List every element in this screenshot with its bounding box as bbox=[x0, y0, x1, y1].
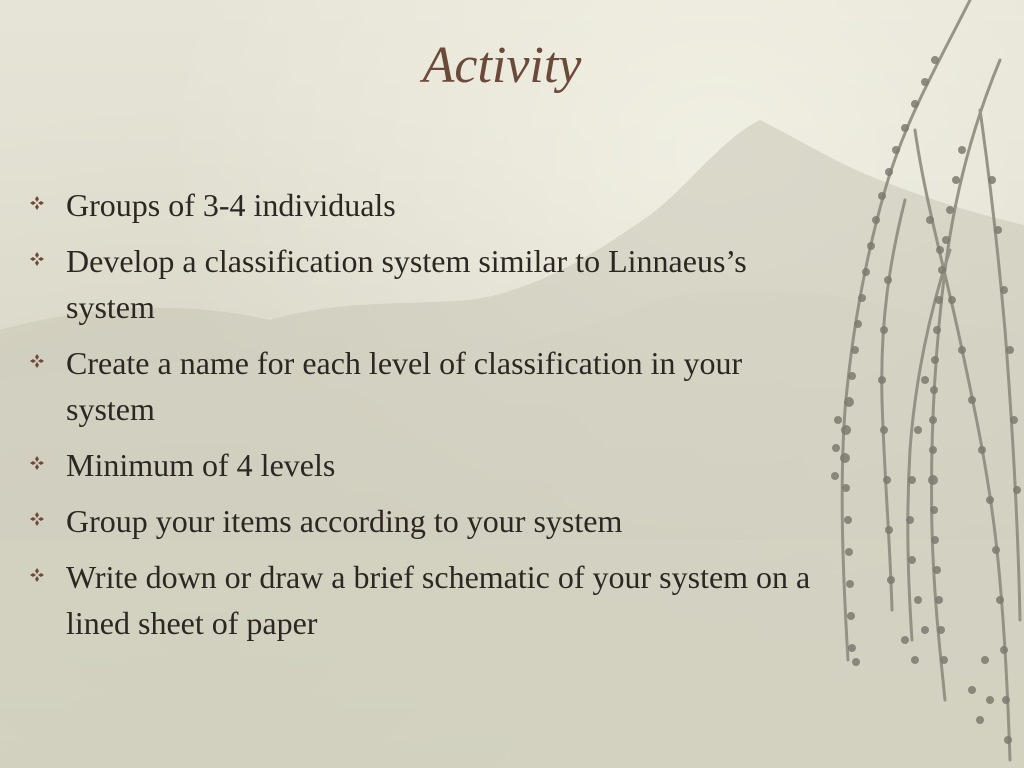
bullet-item bbox=[30, 182, 830, 228]
bullet-text: Create a name for each level of classification in your system bbox=[66, 345, 743, 427]
four-diamond-bullet-icon bbox=[30, 512, 44, 526]
bullet-item bbox=[30, 340, 830, 432]
four-diamond-bullet-icon bbox=[30, 252, 44, 266]
bullet-item bbox=[30, 498, 830, 544]
bullet-text: Develop a classification system similar to Linnaeus’s system bbox=[66, 243, 747, 325]
bullet-text: Groups of 3-4 individuals bbox=[66, 187, 396, 223]
four-diamond-bullet-icon bbox=[30, 456, 44, 470]
slide-title: Activity bbox=[422, 37, 582, 94]
bullet-item bbox=[30, 238, 830, 330]
bullet-text: Minimum of 4 levels bbox=[66, 447, 336, 483]
bullet-list bbox=[30, 182, 830, 656]
four-diamond-bullet-icon bbox=[30, 568, 44, 582]
four-diamond-bullet-icon bbox=[30, 196, 44, 210]
bullet-text: Write down or draw a brief schematic of your system on a lined sheet of paper bbox=[66, 559, 811, 641]
four-diamond-bullet-icon bbox=[30, 354, 44, 368]
bullet-text: Group your items according to your system bbox=[66, 503, 623, 539]
bullet-item bbox=[30, 442, 830, 488]
bullet-item bbox=[30, 554, 830, 646]
